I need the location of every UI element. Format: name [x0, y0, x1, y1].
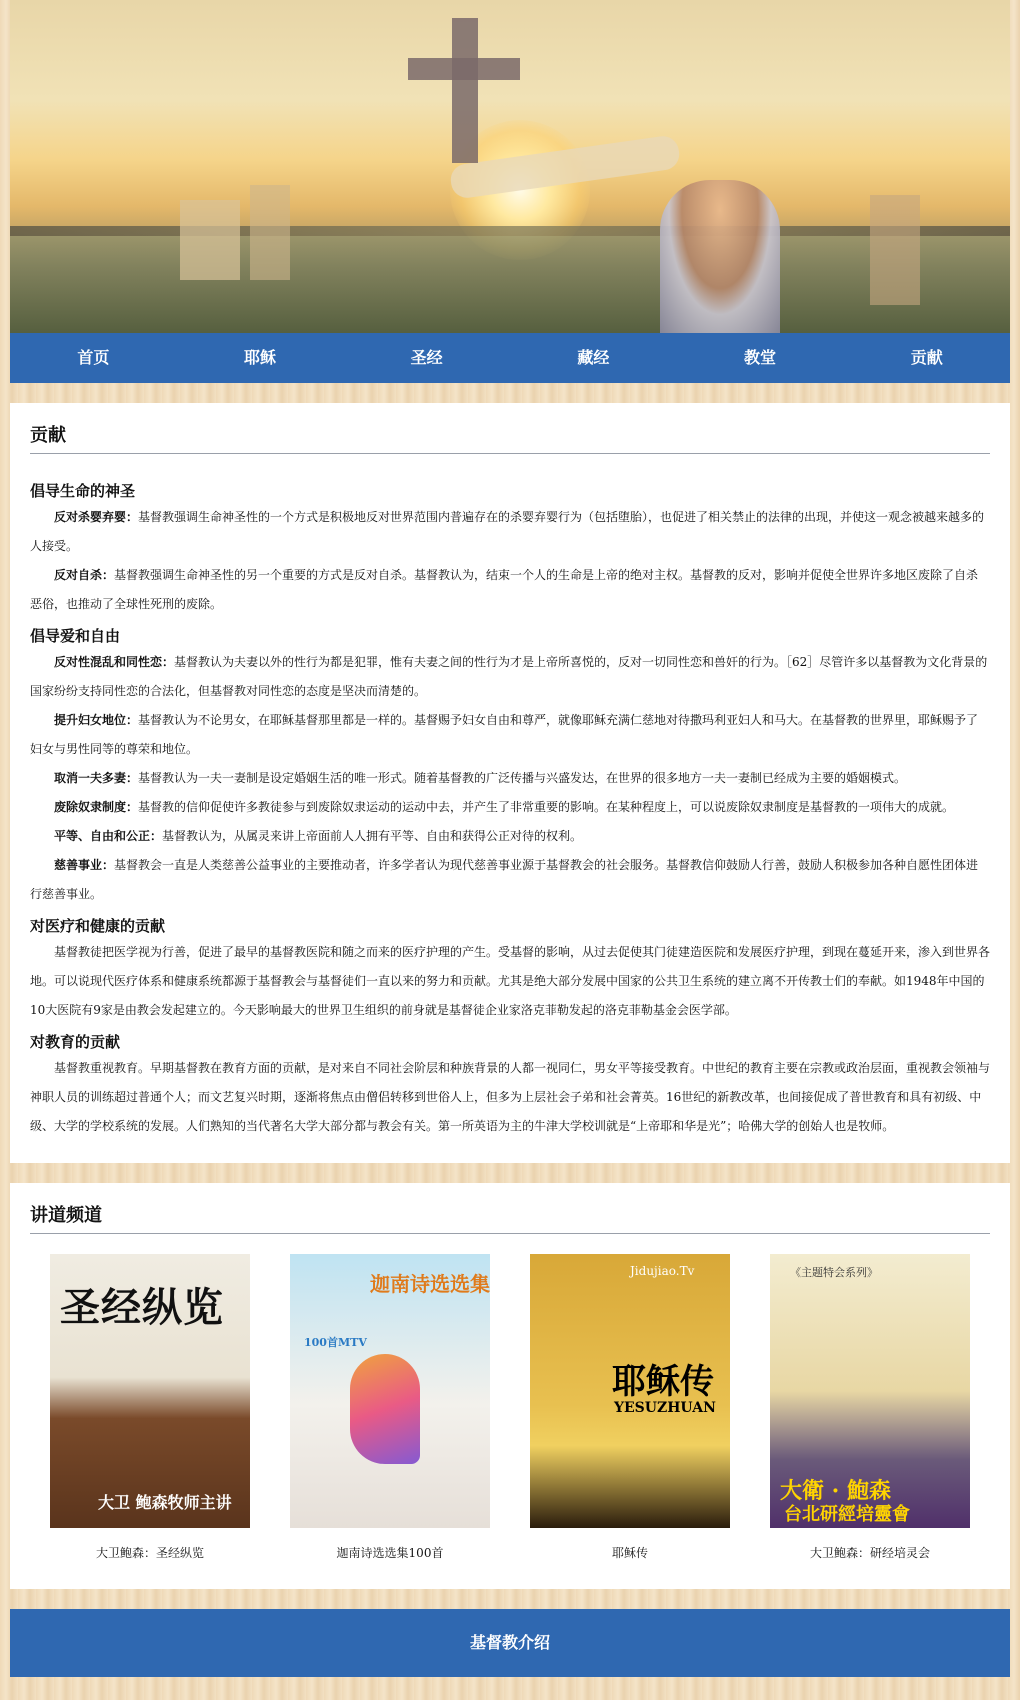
cover-subtitle: 大卫 鲍森牧师主讲	[98, 1493, 232, 1512]
cover-title: 耶稣传	[612, 1362, 714, 1402]
channel-caption[interactable]: 大卫鲍森：研经培灵会	[809, 1546, 930, 1560]
paragraph	[30, 503, 990, 561]
paragraph: 基督教徒把医学视为行善，促进了最早的基督教医院和随之而来的医疗护理的产生。受基督的影响，从过去促使其门徒建造医院和发展医疗护理，到现在蔓延开来，渗入到世界各地。可以说现代医疗体系和健康系统都源于基督教会与基督徒们一直以来的努力和贡献。尤其是绝大部分发展中国家的公共卫生系统的建立离不开传教士们的奉献。如1948年中国的10大医院有9家是由教会发起建立的。今天影响最大的世界卫生组织的前身就是基督徒企业家洛克菲勒发起的洛克菲勒基金会医学部。	[30, 945, 991, 1017]
paragraph	[30, 764, 990, 793]
cover-image[interactable]	[770, 1254, 970, 1528]
nav-item-jesus[interactable]: 耶稣	[244, 348, 277, 367]
channel-card[interactable]	[770, 1254, 970, 1561]
nav-item-church[interactable]: 教堂	[744, 348, 777, 367]
nav-item-scriptures[interactable]: 藏经	[577, 348, 610, 367]
article-body	[30, 480, 990, 1141]
banner-building	[250, 185, 290, 280]
paragraph-text: 基督教认为一夫一妻制是设定婚姻生活的唯一形式。随着基督教的广泛传播与兴盛发达，在世界的很多地方一夫一妻制已经成为主要的婚姻模式。	[138, 771, 907, 785]
channel-card[interactable]	[290, 1254, 490, 1561]
contribution-panel	[10, 403, 1010, 1163]
cover-subtitle: 100首MTV	[304, 1336, 367, 1349]
paragraph-label: 取消一夫多妻：	[54, 771, 139, 785]
channel-card[interactable]	[50, 1254, 250, 1561]
paragraph	[30, 561, 990, 619]
cover-brand: Jidujiao.Tv	[630, 1264, 695, 1278]
cover-image[interactable]	[290, 1254, 490, 1528]
channel-caption[interactable]: 耶稣传	[611, 1546, 648, 1560]
paragraph	[30, 851, 990, 909]
banner-man	[660, 180, 780, 333]
banner-building	[180, 200, 240, 280]
section-title: 贡献	[30, 421, 990, 454]
paragraph	[30, 793, 990, 822]
paragraph-text: 基督教认为夫妻以外的性行为都是犯罪，惟有夫妻之间的性行为才是上帝所喜悦的，反对一切同性恋和兽奸的行为。［62］尽管许多以基督教为文化背景的国家纷纷支持同性恋的合法化，但基督教对同性恋的态度是坚决而清楚的。	[30, 655, 988, 698]
paragraph-label: 平等、自由和公正：	[54, 829, 163, 843]
cross-icon	[408, 58, 520, 80]
cover-image[interactable]	[50, 1254, 250, 1528]
paragraph-label: 反对杀婴弃婴：	[54, 510, 139, 524]
subsection-title: 对教育的贡献	[30, 1033, 121, 1051]
subsection-title: 倡导爱和自由	[30, 627, 121, 645]
cover-subtitle: 台北研經培靈會	[784, 1504, 910, 1525]
cover-title: 大衛 · 鮑森	[780, 1478, 891, 1504]
paragraph: 基督教重视教育。早期基督教在教育方面的贡献，是对来自不同社会阶层和种族背景的人都一视同仁，男女平等接受教育。中世纪的教育主要在宗教或政治层面，重视教会领袖与神职人员的训练超过普通个人；而文艺复兴时期，逐渐将焦点由僧侣转移到世俗人上，但多为上层社会子弟和社会菁英。16世纪的新教改革，也间接促成了普世教育和具有初级、中级、大学的学校系统的发展。人们熟知的当代著名大学大部分都与教会有关。第一所英语为主的牛津大学校训就是“上帝耶和华是光”；哈佛大学的创始人也是牧师。	[30, 1061, 991, 1133]
banner-building	[870, 195, 920, 305]
cover-image[interactable]	[530, 1254, 730, 1528]
cover-title: 圣经纵览	[60, 1284, 224, 1331]
cover-title: 迦南诗选选集	[370, 1272, 490, 1296]
paragraph	[30, 648, 990, 706]
paragraph-label: 反对自杀：	[54, 568, 115, 582]
channel-card[interactable]	[530, 1254, 730, 1561]
paragraph-text: 基督教强调生命神圣性的另一个重要的方式是反对自杀。基督教认为，结束一个人的生命是上帝的绝对主权。基督教的反对，影响并促使全世界许多地区废除了自杀恶俗，也推动了全球性死刑的废除。	[30, 568, 979, 611]
page-wrapper	[10, 0, 1010, 1677]
banner-water	[10, 236, 1010, 333]
paragraph-text: 基督教强调生命神圣性的一个方式是积极地反对世界范围内普遍存在的杀婴弃婴行为（包括堕胎），也促进了相关禁止的法律的出现，并使这一观念被越来越多的人接受。	[30, 510, 985, 553]
nav-item-contribution[interactable]: 贡献	[910, 348, 943, 367]
subsection-title: 倡导生命的神圣	[30, 482, 136, 500]
paragraph-text: 基督教认为不论男女，在耶稣基督那里都是一样的。基督赐予妇女自由和尊严，就像耶稣充满仁慈地对待撒玛利亚妇人和马大。在基督教的世界里，耶稣赐予了妇女与男性同等的尊荣和地位。	[30, 713, 979, 756]
section-title: 讲道频道	[30, 1201, 990, 1234]
paragraph-label: 慈善事业：	[54, 858, 115, 872]
subsection-title: 对医疗和健康的贡献	[30, 917, 166, 935]
channel-list	[30, 1254, 990, 1561]
nav-item-bible[interactable]: 圣经	[410, 348, 443, 367]
header-banner	[10, 0, 1010, 333]
main-nav	[10, 333, 1010, 383]
paragraph-text: 基督教会一直是人类慈善公益事业的主要推动者，许多学者认为现代慈善事业源于基督教会的社会服务。基督教信仰鼓励人行善，鼓励人积极参加各种自愿性团体进行慈善事业。	[30, 858, 979, 901]
nav-item-home[interactable]: 首页	[77, 348, 110, 367]
cover-series: 《主题特会系列》	[790, 1266, 878, 1279]
banner-bridge	[10, 226, 1010, 236]
cross-icon	[452, 18, 478, 163]
paragraph	[30, 706, 990, 764]
cover-subtitle: YESUZHUAN	[614, 1400, 716, 1416]
paragraph-label: 反对性混乱和同性恋：	[54, 655, 175, 669]
paragraph-label: 提升妇女地位：	[54, 713, 139, 727]
channel-panel	[10, 1183, 1010, 1589]
paragraph-label: 废除奴隶制度：	[54, 800, 139, 814]
paragraph-text: 基督教的信仰促使许多教徒参与到废除奴隶运动的运动中去，并产生了非常重要的影响。在某种程度上，可以说废除奴隶制度是基督教的一项伟大的成就。	[138, 800, 955, 814]
music-note-icon	[350, 1354, 420, 1464]
channel-caption[interactable]: 迦南诗选选集100首	[336, 1546, 444, 1560]
paragraph	[30, 822, 990, 851]
channel-caption[interactable]: 大卫鲍森：圣经纵览	[95, 1546, 204, 1560]
footer-bar[interactable]: 基督教介绍	[10, 1609, 1010, 1677]
paragraph-text: 基督教认为，从属灵来讲上帝面前人人拥有平等、自由和获得公正对待的权利。	[162, 829, 583, 843]
